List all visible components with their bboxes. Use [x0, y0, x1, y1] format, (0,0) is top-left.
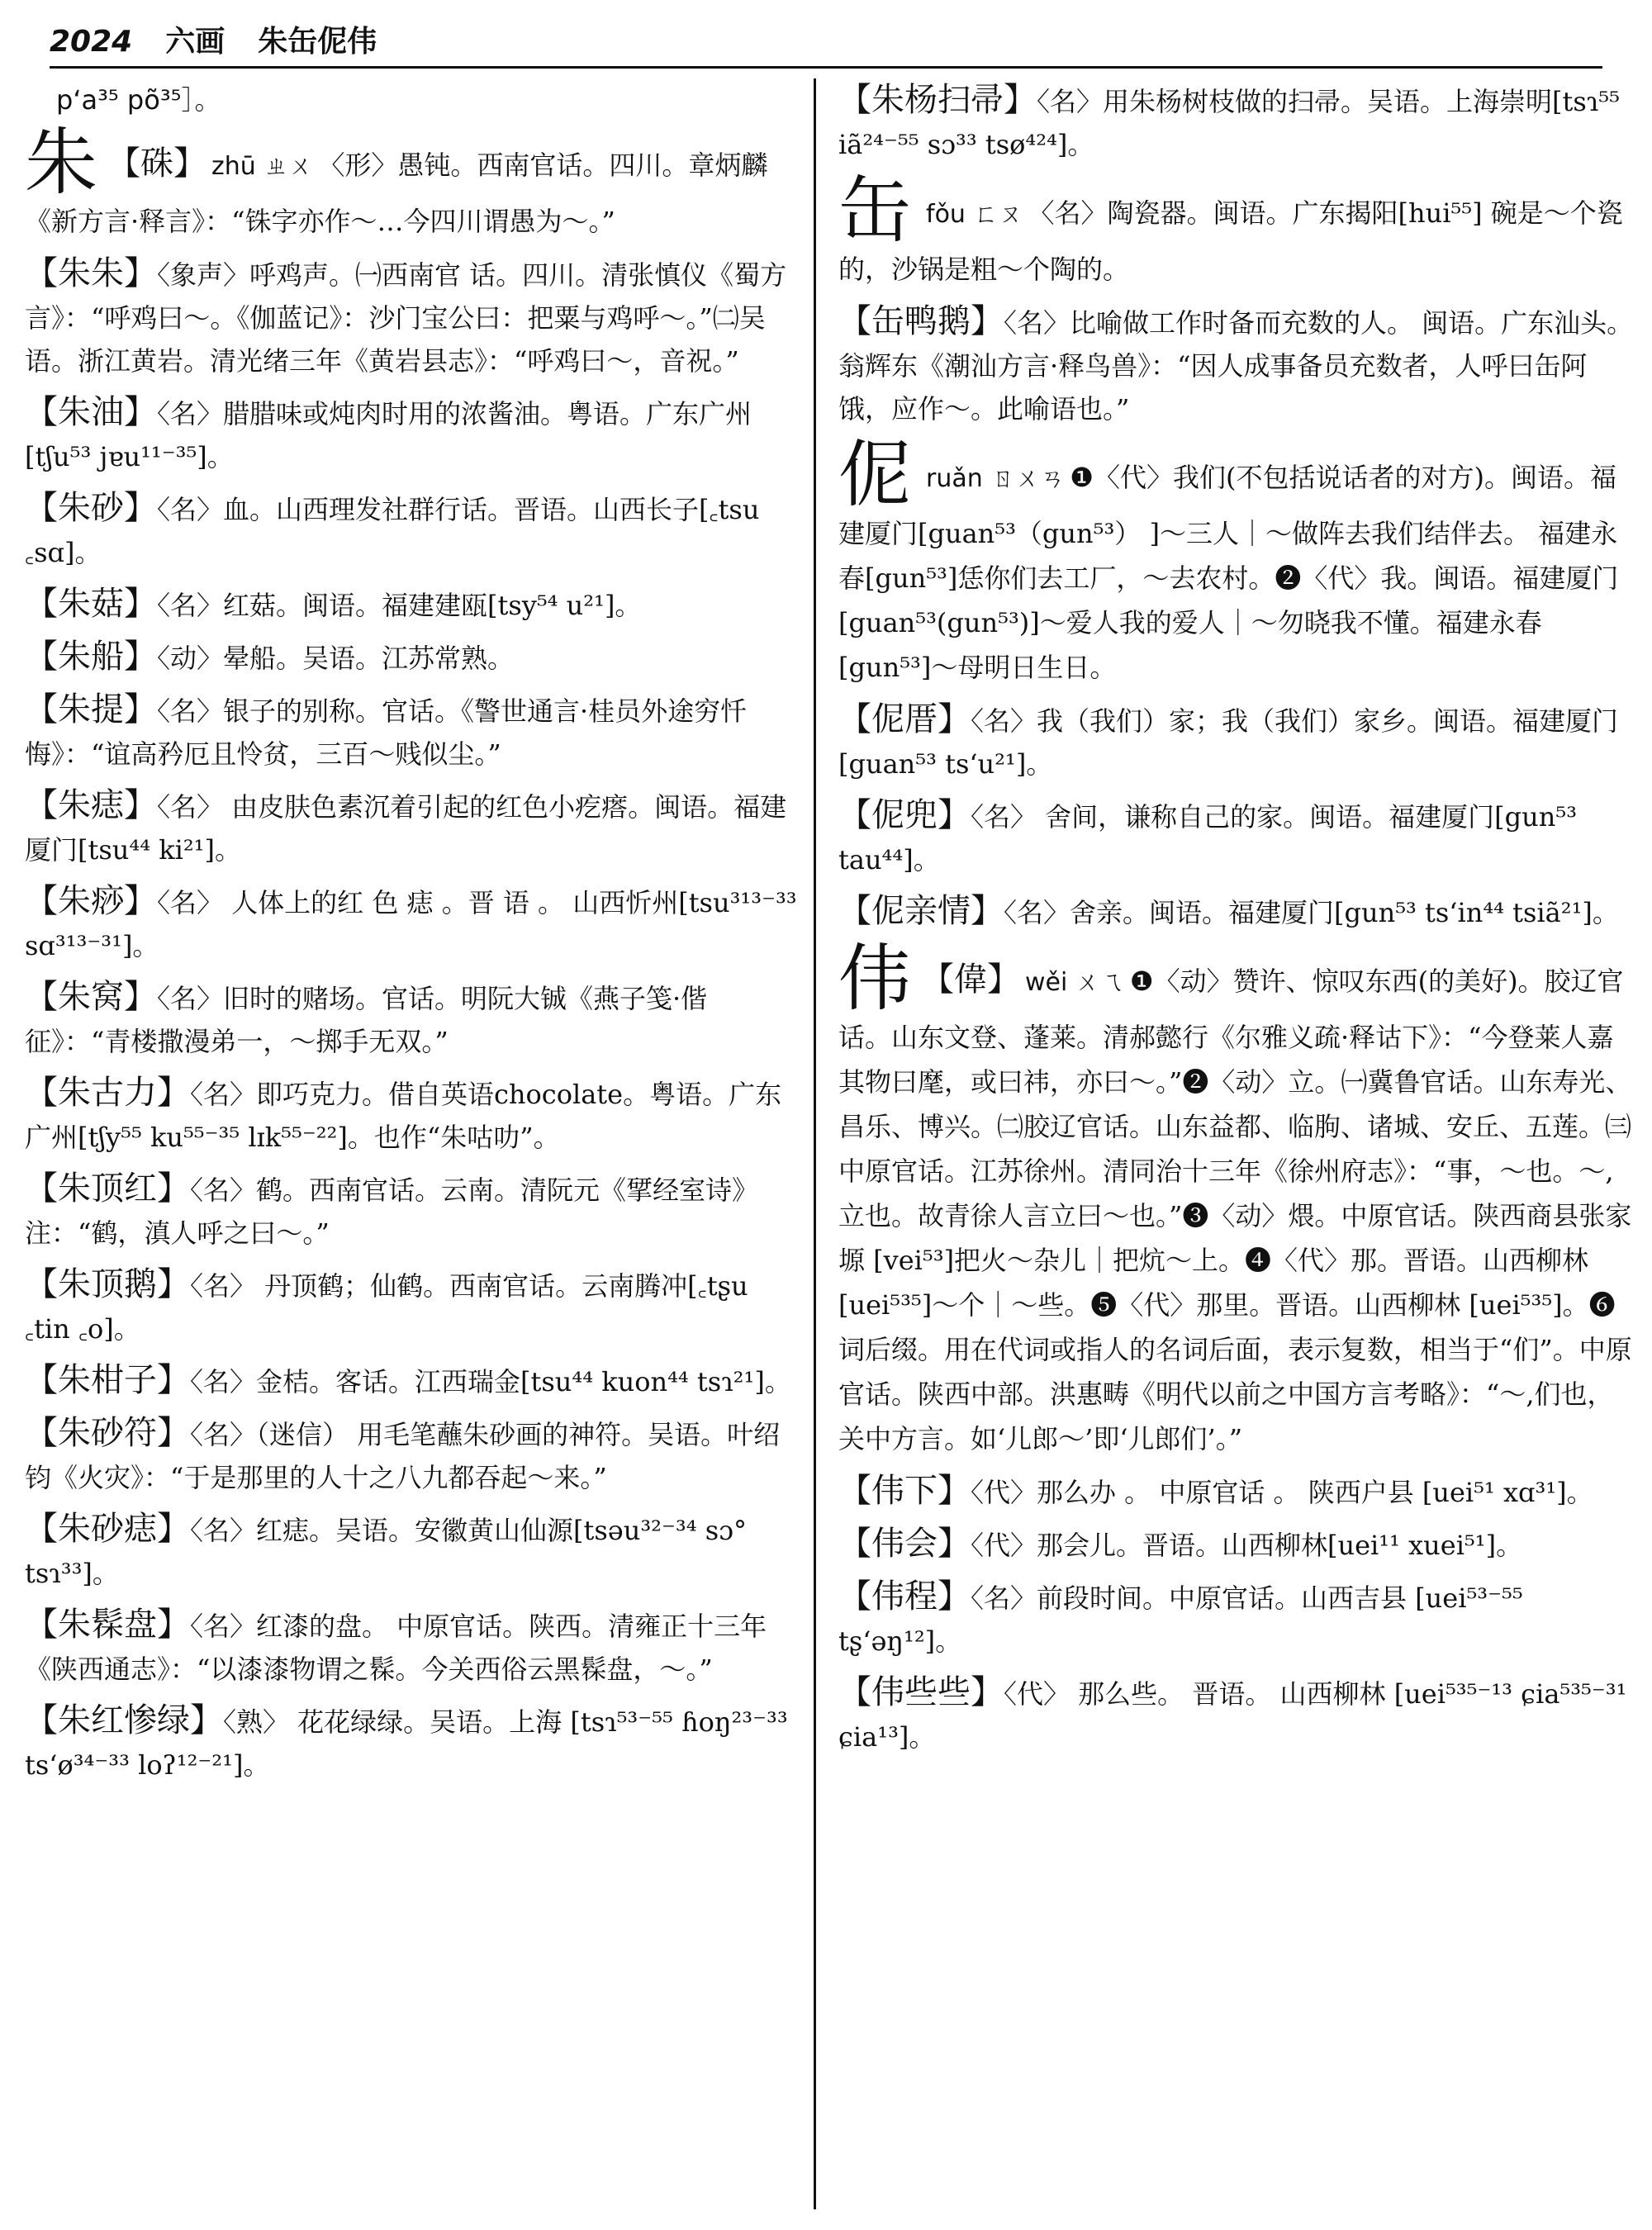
entry-definition: 〈名〉即巧克力。借自英语chocolate。粤语。广东广州[tʃy⁵⁵ ku⁵⁵⁻³⁵ lɪk⁵⁵⁻²²]。也作“朱咕叻”。 — [25, 1079, 782, 1153]
dictionary-entry — [25, 486, 801, 574]
column-divider — [814, 78, 816, 2209]
headword-char: 伟 — [838, 936, 912, 1021]
headword-entry — [838, 168, 1635, 292]
continuation-text: p‘a³⁵ põ³⁵］。 — [56, 84, 221, 116]
entry-term: 【朱顶红】 — [25, 1170, 190, 1208]
headword-char: 伲 — [838, 432, 912, 517]
entry-definition: 〈动〉晕船。吴语。江苏常熟。 — [157, 643, 515, 674]
dictionary-entry — [25, 1603, 801, 1691]
entry-definition: 〈形〉愚钝。西南官话。四川。章炳麟《新方言·释言》：“铢字亦作～…今四川谓愚为～。” — [25, 149, 768, 237]
dictionary-entry — [25, 1359, 801, 1403]
entry-term: 【伲亲情】 — [838, 892, 1004, 930]
dictionary-entry — [838, 1469, 1635, 1514]
section-label: 六画 — [165, 24, 225, 59]
dictionary-entry — [838, 794, 1635, 881]
pronunciation: zhū ㄓㄨ — [211, 152, 314, 181]
entry-term: 【伲兜】 — [838, 796, 971, 834]
entry-definition: 〈代〉那么办 。 中原官话 。 陕西户县 [uei⁵¹ xɑ³¹]。 — [971, 1477, 1593, 1508]
left-entries — [25, 120, 801, 1786]
entry-term: 【朱油】 — [25, 393, 157, 431]
dictionary-entry — [25, 252, 801, 382]
right-column — [838, 78, 1635, 1767]
entry-term: 【朱砂痣】 — [25, 1510, 190, 1548]
entry-term: 【朱髹盘】 — [25, 1606, 190, 1644]
dictionary-entry — [25, 391, 801, 478]
entry-definition: 〈名〉比喻做工作时备而充数的人。 闽语。广东汕头。翁辉东《潮汕方言·释鸟兽》：“因人成事备员充数者，人呼曰缶阿饿，应作～。此喻语也。” — [838, 307, 1634, 425]
dictionary-entry — [25, 1167, 801, 1255]
dictionary-entry — [838, 1522, 1635, 1567]
entry-definition: 〈名〉前段时间。中原官话。山西吉县 [uei⁵³⁻⁵⁵ tʂ‘əŋ¹²]。 — [838, 1582, 1523, 1657]
entry-definition: 〈名〉用朱杨树枝做的扫帚。吴语。上海崇明[tsɿ⁵⁵ iã²⁴⁻⁵⁵ sɔ³³ tsø⁴²⁴]。 — [838, 86, 1620, 160]
dictionary-entry — [25, 975, 801, 1063]
dictionary-entry — [838, 1575, 1635, 1663]
headword-entry — [838, 936, 1635, 1461]
entry-term: 【伟程】 — [838, 1578, 971, 1616]
left-column — [25, 78, 801, 1795]
entry-definition: 〈名〉血。山西理发社群行话。晋语。山西长子[꜀tsu ꜀sɑ]。 — [25, 494, 760, 568]
dictionary-entry — [25, 582, 801, 627]
variant-form: 【偉】 — [921, 961, 1021, 999]
entry-definition: 〈名〉 舍间，谦称自己的家。闽语。福建厦门[gun⁵³ tau⁴⁴]。 — [838, 801, 1578, 875]
entry-term: 【朱朱】 — [25, 254, 157, 292]
dictionary-entry — [25, 880, 801, 967]
headword-entry — [838, 432, 1635, 690]
entry-term: 【伟些些】 — [838, 1673, 1004, 1711]
entry-definition: 〈名〉红漆的盘。 中原官话。陕西。清雍正十三年《陕西通志》：“以漆漆物谓之髹。今关西俗云黑髹盘，～。” — [25, 1611, 767, 1685]
entry-definition: 〈名〉红菇。闽语。福建建瓯[tsy⁵⁴ u²¹]。 — [157, 590, 642, 621]
entry-definition: 〈代〉 那么些。 晋语。 山西柳林 [uei⁵³⁵⁻¹³ ɕia⁵³⁵⁻³¹ ɕia¹³]。 — [838, 1678, 1627, 1753]
dictionary-entry — [25, 784, 801, 871]
entry-term: 【朱杨扫帚】 — [838, 81, 1037, 119]
dictionary-entry — [838, 1671, 1635, 1758]
entry-term: 【朱菇】 — [25, 585, 157, 623]
entry-definition: 〈名〉银子的别称。官话。《警世通言·桂员外途穷忏悔》：“谊高矜厄且怜贫，三百～贱似尘。” — [25, 695, 748, 770]
entry-term: 【朱红惨绿】 — [25, 1701, 223, 1739]
headword-entry — [25, 120, 801, 244]
dictionary-entry — [25, 1699, 801, 1786]
pronunciation: ruǎn ㄖㄨㄢ — [926, 464, 1066, 493]
entry-definition: 〈名〉 丹顶鹤；仙鹤。西南官话。云南腾冲[꜀tʂu ꜀tin ꜀o]。 — [25, 1270, 748, 1345]
entry-definition: 〈名〉我（我们）家；我（我们）家乡。闽语。福建厦门[guan⁵³ ts‘u²¹]。 — [838, 705, 1619, 780]
entry-term: 【朱砂】 — [25, 489, 157, 527]
entry-term: 【伟会】 — [838, 1525, 971, 1563]
entry-term: 【朱柑子】 — [25, 1361, 190, 1399]
entry-definition: ❶〈代〉我们(不包括说话者的对方)。闽语。福建厦门[guan⁵³（gun⁵³） ]～三人｜～做阵去我们结伴去。 福建永春[gun⁵³]恁你们去工厂，～去农村。❷〈代〉我。闽语。福建厦门[guan⁵³(gun⁵³)]～爱人我的爱人｜～勿晓我不懂。福建永春 [gun⁵³]～母明日生日。 — [838, 462, 1619, 683]
entry-definition: 〈名〉旧时的赌场。官话。明阮大铖《燕子笺·偕征》：“青楼撒漫弟一，～掷手无双。” — [25, 983, 708, 1057]
entry-term: 【伟下】 — [838, 1472, 971, 1510]
page-head-chars: 朱缶伲伟 — [258, 24, 377, 59]
dictionary-entry — [838, 698, 1635, 785]
entry-term: 【朱窝】 — [25, 978, 157, 1016]
entry-term: 【伲厝】 — [838, 700, 971, 738]
dictionary-entry — [25, 635, 801, 680]
entry-definition: 〈名〉金桔。客话。江西瑞金[tsu⁴⁴ kuon⁴⁴ tsɿ²¹]。 — [190, 1366, 791, 1397]
page-header — [50, 18, 1602, 69]
entry-term: 【朱古力】 — [25, 1074, 190, 1112]
dictionary-entry — [25, 1071, 801, 1159]
entry-definition: 〈名〉 由皮肤色素沉着引起的红色小疙瘩。闽语。福建厦门[tsu⁴⁴ ki²¹]。 — [25, 791, 787, 866]
dictionary-entry — [838, 300, 1635, 430]
dictionary-entry — [25, 1507, 801, 1595]
dictionary-entry — [25, 688, 801, 776]
dictionary-entry — [25, 1412, 801, 1499]
dictionary-entry — [838, 890, 1635, 934]
entry-term: 【朱提】 — [25, 690, 157, 728]
entry-term: 【缶鸭鹅】 — [838, 302, 1004, 340]
headword-char: 朱 — [25, 120, 98, 205]
entry-definition: 〈熟〉 花花绿绿。吴语。上海 [tsɿ⁵³⁻⁵⁵ ɦoŋ²³⁻³³ ts‘ø³⁴⁻³³ loʔ¹²⁻²¹]。 — [25, 1706, 788, 1781]
entry-definition: 〈名〉 人体上的红 色 痣 。晋 语 。 山西忻州[tsu³¹³⁻³³ sɑ³¹³⁻³¹]。 — [25, 887, 797, 961]
variant-form: 【硃】 — [107, 145, 207, 183]
entry-definition: 〈象声〉呼鸡声。㈠西南官 话。四川。清张慎仪《蜀方言》：“呼鸡曰～。《伽蓝记》：沙门宝公曰：把粟与鸡呼～。”㈡吴语。浙江黄岩。清光绪三年《黄岩县志》：“呼鸡曰～，音祝。” — [25, 259, 787, 377]
entry-term: 【朱顶鹅】 — [25, 1265, 190, 1303]
entry-definition: ❶〈动〉赞许、惊叹东西(的美好)。胶辽官话。山东文登、蓬莱。清郝懿行《尔雅义疏·释诂下》：“今登莱人嘉其物曰麾，或曰祎，亦曰～。”❷〈动〉立。㈠冀鲁官话。山东寿光、昌乐、博兴。㈡胶辽官话。山东益都、临朐、诸城、安丘、五莲。㈢中原官话。江苏徐州。清同治十三年《徐州府志》：“事，～也。～,立也。故青徐人言立曰～也。”❸〈动〉煨。中原官话。陕西商县张家塬 [vei⁵³]把火～杂儿｜把炕～上。❹〈代〉那。晋语。山西柳林[uei⁵³⁵]～个｜～些。❺〈代〉那里。晋语。山西柳林 [uei⁵³⁵]。❻词后缀。用在代词或指人的名词后面，表示复数，相当于“们”。中原官话。陕西中部。洪惠畴《明代以前之中国方言考略》：“～,们也，关中方言。如‘儿郎～’即‘儿郎们’。” — [838, 966, 1632, 1454]
pronunciation: fǒu ㄈㄡ — [926, 200, 1023, 229]
dictionary-entry — [838, 78, 1635, 166]
entry-term: 【朱船】 — [25, 638, 157, 676]
entry-definition: 〈代〉那会儿。晋语。山西柳林[uei¹¹ xuei⁵¹]。 — [971, 1530, 1523, 1561]
right-entries — [838, 78, 1635, 1758]
entry-definition: 〈名〉腊腊味或炖肉时用的浓酱油。粤语。广东广州[tʃu⁵³ jɐu¹¹⁻³⁵]。 — [25, 398, 752, 472]
entry-definition: 〈名〉红痣。吴语。安徽黄山仙源[tsəu³²⁻³⁴ sɔ° tsɿ³³]。 — [25, 1515, 748, 1589]
entry-term: 【朱砂符】 — [25, 1414, 190, 1452]
headword-char: 缶 — [838, 168, 912, 253]
entry-definition: 〈名〉鹤。西南官话。云南。清阮元《揅经室诗》注：“鹤，滇人呼之曰～。” — [25, 1174, 759, 1249]
entry-definition: 〈名〉舍亲。闽语。福建厦门[gun⁵³ ts‘in⁴⁴ tsiã²¹]。 — [1004, 897, 1619, 928]
entry-term: 【朱痣】 — [25, 786, 157, 824]
entry-definition: 〈名〉（迷信） 用毛笔蘸朱砂画的神符。吴语。叶绍钧《火灾》：“于是那里的人十之八九都吞起～来。” — [25, 1419, 781, 1493]
pronunciation: wěi ㄨㄟ — [1025, 968, 1125, 997]
entry-term: 【朱痧】 — [25, 882, 157, 920]
dictionary-entry — [25, 1263, 801, 1350]
entry-definition: 〈名〉陶瓷器。闽语。广东揭阳[hui⁵⁵] 碗是～个瓷的，沙锅是粗～个陶的。 — [838, 197, 1623, 285]
page-number: 2024 — [50, 25, 133, 59]
